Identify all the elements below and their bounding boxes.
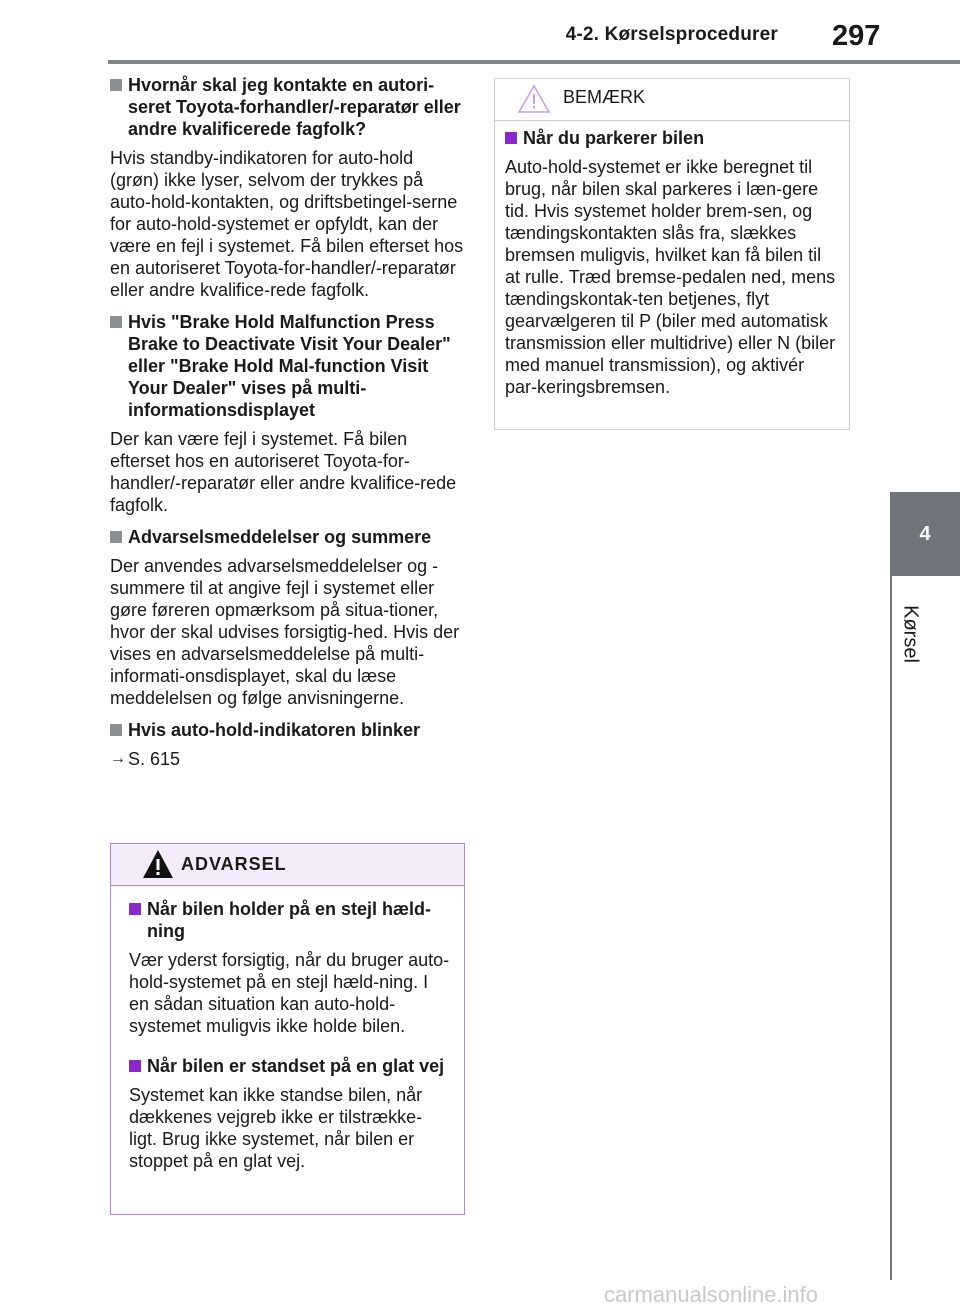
page-reference-text: S. 615 [128,749,181,769]
note-header [495,79,849,121]
heading-text: Når bilen er standset på en glat vej [147,1056,445,1076]
body-text: Der anvendes advarselsmeddelelser og -summere til at angive fejl i systemet eller gøre føreren opmærksom på situa-tioner, hvor der skal udvises forsigtig-hed. Hvis der vises en advarselsmeddelelse på multi-informati-onsdisplayet, skal du læse meddelelsen og følge anvisningerne. [110,556,460,708]
warning-header [111,844,464,886]
warning-triangle-icon [141,848,175,880]
square-bullet-icon [129,1060,141,1072]
section-heading [110,719,465,741]
square-bullet-icon [110,316,122,328]
body-text: Der kan være fejl i systemet. Få bilen efterset hos en autoriseret Toyota-for-handler/-reparatør eller andre kvalifice-rede fagfolk. [110,429,457,515]
square-bullet-icon [110,79,122,91]
heading-text: Når du parkerer bilen [523,128,705,148]
note-body [495,121,849,398]
section-title: 4-2. Kørselsprocedurer [565,24,778,45]
square-bullet-icon [110,724,122,736]
left-column [110,72,465,770]
chapter-number: 4 [919,522,931,545]
heading-text: Hvis auto-hold-indikatoren blinker [128,720,421,740]
square-bullet-icon [110,531,122,543]
page-reference[interactable] [110,748,465,770]
caution-triangle-icon [517,84,551,114]
section-heading [110,74,465,140]
body-text: Vær yderst forsigtig, når du bruger auto-hold-systemet på en stejl hæld-ning. I en sådan situation kan auto-hold-systemet muligvis ikke holde bilen. [129,950,450,1036]
note-box [494,78,850,430]
warning-box [110,843,465,1215]
square-bullet-icon [505,132,517,144]
heading-text: Advarselsmeddelelser og summere [128,527,432,547]
body-text: Hvis standby-indikatoren for auto-hold (grøn) ikke lyser, selvom der trykkes på auto-hold-kontakten, og driftsbetingel-serne for auto-hold-systemet er opfyldt, kan der være en fejl i systemet. Få bilen efterset hos en autoriseret Toyota-for-handler/-reparatør eller andre kvalifice-rede fagfolk. [110,148,464,300]
page-number: 297 [832,20,881,52]
watermark: carmanualsonline.info [604,1282,819,1307]
section-heading [129,898,450,942]
body-text: Auto-hold-systemet er ikke beregnet til brug, når bilen skal parkeres i læn-gere tid. Hvis systemet holder brem-sen, og tændingskontakten slås fra, slækkes bremsen muligvis, hvilket kan få bilen til at rulle. Træd bremse-pedalen ned, mens tændingskontak-ten betjenes, flyt gearvælgeren til P (biler med automatisk transmission eller multidrive) eller N (biler med manuel transmission), og aktivér par-keringsbremsen. [505,157,836,397]
body-text: Systemet kan ikke standse bilen, når dækkenes vejgreb ikke er tilstrække-ligt. Brug ikke systemet, når bilen er stoppet på en glat vej. [129,1085,423,1171]
chapter-label-text: Kørsel [899,605,922,663]
header-rule [108,60,960,64]
chapter-tab[interactable] [890,492,960,576]
note-title: BEMÆRK [563,87,646,107]
section-heading [129,1055,450,1077]
section-heading [110,311,465,421]
arrow-right-icon: → [110,750,126,767]
chapter-rule [890,576,892,1280]
section-heading [505,127,839,149]
section-heading [110,526,465,548]
chapter-label [899,605,922,663]
heading-text: Når bilen holder på en stejl hæld-ning [147,899,432,941]
heading-text: Hvornår skal jeg kontakte en autori-seret Toyota-forhandler/-reparatør eller andre kvalificerede fagfolk? [128,75,461,139]
warning-title: ADVARSEL [181,854,287,874]
heading-text: Hvis "Brake Hold Malfunction Press Brake to Deactivate Visit Your Dealer" eller "Brake Hold Mal-function Visit Your Dealer" vises på multi-informationsdisplayet [128,312,451,420]
warning-body [111,886,464,1172]
square-bullet-icon [129,903,141,915]
